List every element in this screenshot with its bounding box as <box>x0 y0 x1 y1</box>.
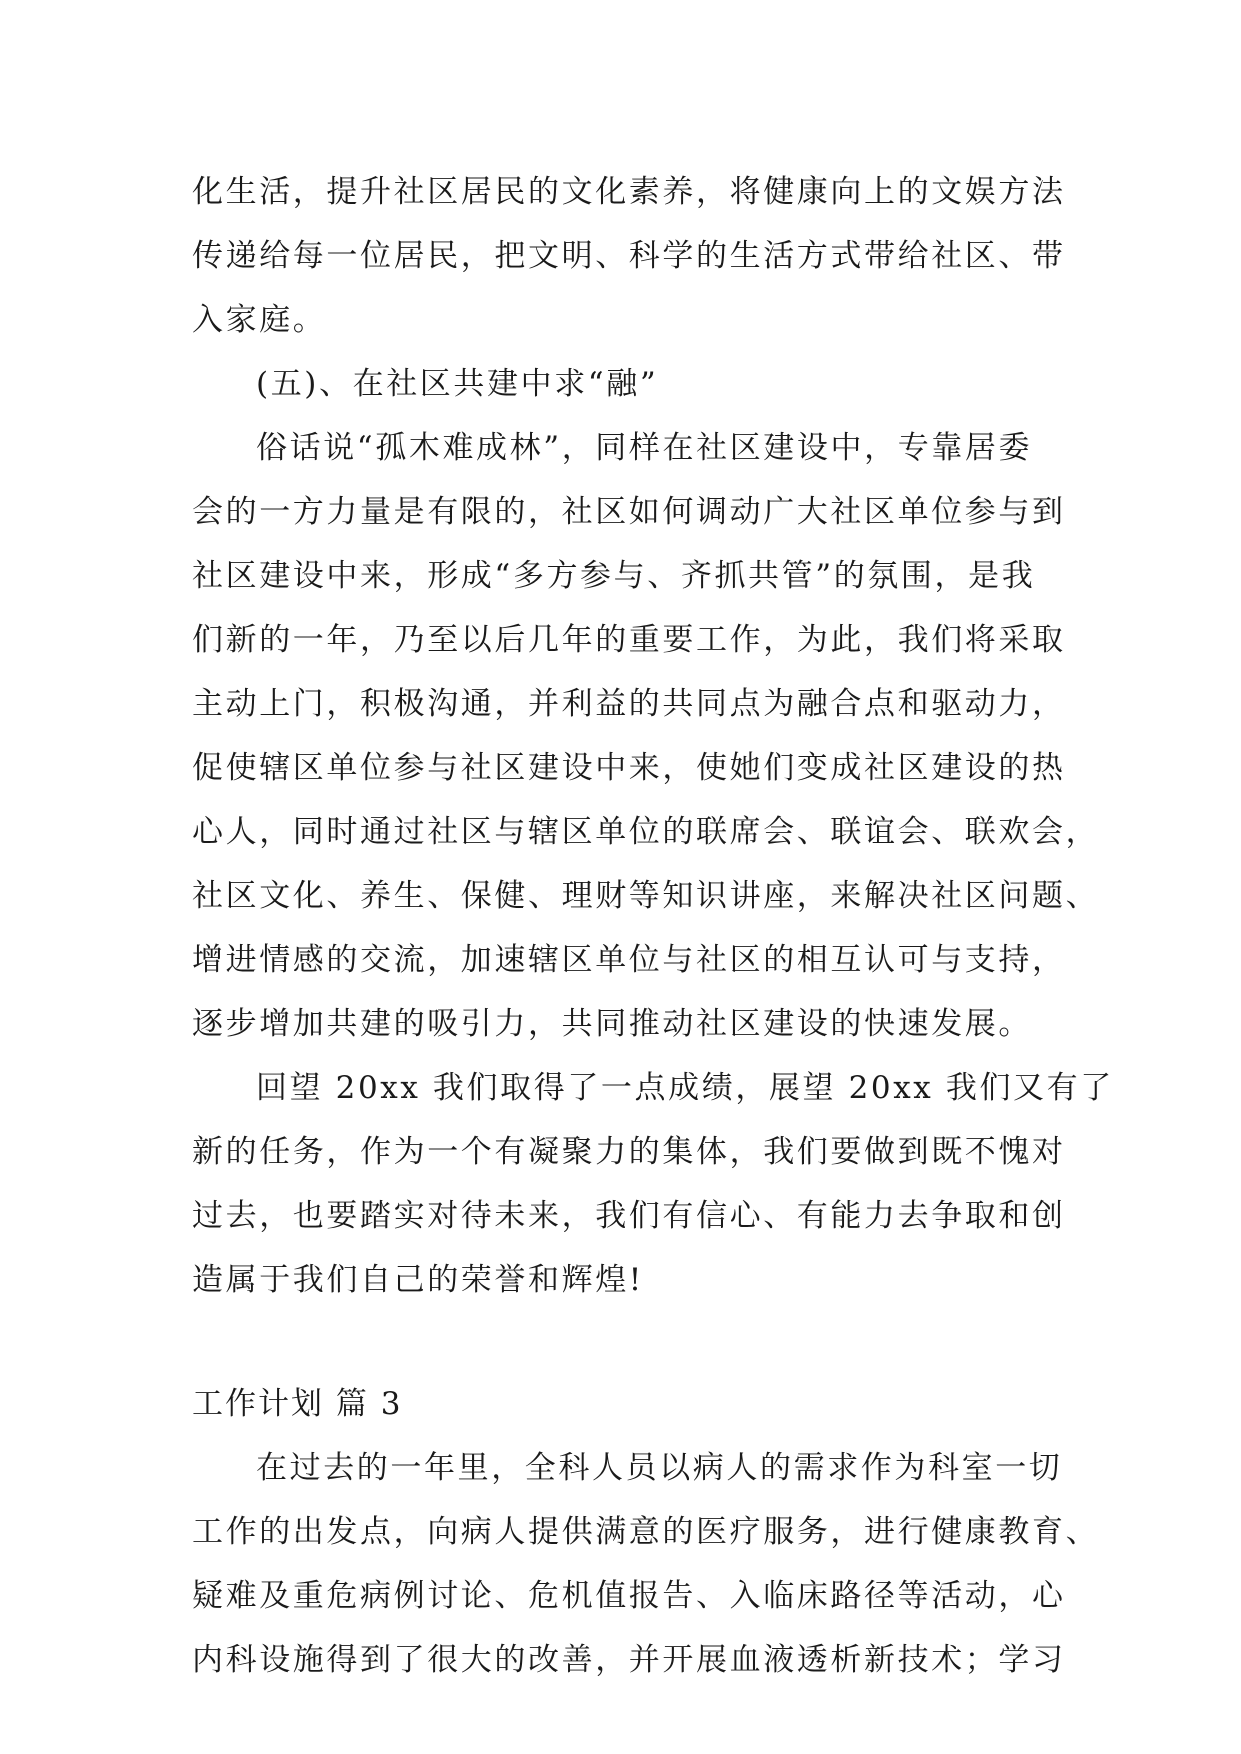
paragraph-line: 促使辖区单位参与社区建设中来，使她们变成社区建设的热 <box>192 750 1066 786</box>
paragraph-line: 疑难及重危病例讨论、危机值报告、入临床路径等活动，心 <box>192 1578 1066 1614</box>
paragraph-line: 会的一方力量是有限的，社区如何调动广大社区单位参与到 <box>192 494 1066 530</box>
paragraph-closing <box>192 1056 1114 1312</box>
section-spacer <box>192 1312 1062 1372</box>
paragraph-line: 在过去的一年里，全科人员以病人的需求作为科室一切 <box>256 1450 1063 1486</box>
paragraph-line: 逐步增加共建的吸引力，共同推动社区建设的快速发展。 <box>192 1006 1032 1042</box>
subheading: (五)、在社区共建中求“融” <box>256 366 659 402</box>
paragraph-line: 内科设施得到了很大的改善，并开展血液透析新技术；学习 <box>192 1642 1066 1678</box>
paragraph-line: 回望 20xx 我们取得了一点成绩，展望 20xx 我们又有了 <box>256 1070 1114 1106</box>
paragraph-line: 社区建设中来，形成“多方参与、齐抓共管”的氛围，是我 <box>192 558 1036 594</box>
paragraph-line: 造属于我们自己的荣誉和辉煌! <box>192 1262 644 1298</box>
paragraph-community-building <box>192 416 1100 1056</box>
paragraph-intro <box>192 1436 1100 1692</box>
paragraph-line: 过去，也要踏实对待未来，我们有信心、有能力去争取和创 <box>192 1198 1066 1234</box>
paragraph-line: 增进情感的交流，加速辖区单位与社区的相互认可与支持， <box>192 942 1066 978</box>
paragraph-line: 主动上门，积极沟通，并利益的共同点为融合点和驱动力， <box>192 686 1066 722</box>
section-title: 工作计划 篇 3 <box>192 1386 403 1422</box>
paragraph-line: 俗话说“孤木难成林”，同样在社区建设中，专靠居委 <box>256 430 1033 466</box>
paragraph-line: 工作的出发点，向病人提供满意的医疗服务，进行健康教育、 <box>192 1514 1100 1550</box>
paragraph-line: 新的任务，作为一个有凝聚力的集体，我们要做到既不愧对 <box>192 1134 1066 1170</box>
paragraph-line: 心人，同时通过社区与辖区单位的联席会、联谊会、联欢会， <box>192 814 1100 850</box>
paragraph-line: 们新的一年，乃至以后几年的重要工作，为此，我们将采取 <box>192 622 1066 658</box>
document-body <box>192 160 1114 1692</box>
paragraph-line: 社区文化、养生、保健、理财等知识讲座，来解决社区问题、 <box>192 878 1100 914</box>
paragraph-line: 化生活，提升社区居民的文化素养，将健康向上的文娱方法 <box>192 174 1066 210</box>
paragraph-line: 入家庭。 <box>192 302 327 338</box>
paragraph-line: 传递给每一位居民，把文明、科学的生活方式带给社区、带 <box>192 238 1066 274</box>
section-continuation <box>192 160 1066 352</box>
